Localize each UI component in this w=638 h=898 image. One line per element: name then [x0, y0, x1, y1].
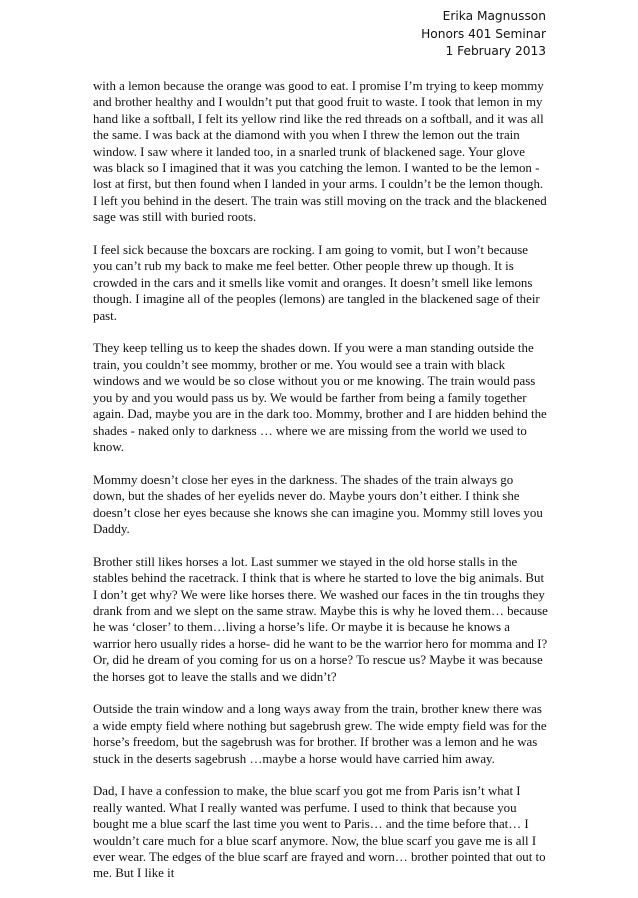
paragraph: Outside the train window and a long ways away from the train, brother knew there was a wide empty field where nothing but sagebrush grew. The wide empty field was for the horse’s freedom, but the sagebrush was for brother. If brother was a lemon and he was stuck in the deserts sagebrush …maybe a horse would have carried him away. — [93, 702, 547, 766]
document-date: 1 February 2013 — [445, 44, 546, 58]
paragraph: I feel sick because the boxcars are rocking. I am going to vomit, but I won’t because you can’t rub my back to make me feel better. Other people threw up though. It is crowded in the cars and it smells like vomit and oranges. It doesn’t smell like lemons though. I imagine all of the peoples (lemons) are tangled in the blackened sage of their past. — [93, 243, 540, 323]
document-body — [93, 78, 548, 898]
paragraph: with a lemon because the orange was good to eat. I promise I’m trying to keep mommy and brother healthy and I wouldn’t put that good fruit to waste. I took that lemon in my hand like a softball, I felt its yellow rind like the red threads on a softball, and it was all the same. I was back at the diamond with you when I threw the lemon out the train window. I saw where it landed too, in a snarled trunk of blackened sage. Your glove was black so I imagined that it was you catching the lemon. I wanted to be the lemon - lost at first, but then found when I landed in your arms. I couldn’t be the lemon though. I left you behind in the desert. The train was still moving on the track and the blackened sage was still with buried roots. — [93, 79, 547, 225]
paragraph: Dad, I have a confession to make, the blue scarf you got me from Paris isn’t what I really wanted. What I really wanted was perfume. I used to think that because you bought me a blue scarf the last time you went to Paris… and the time before that… I wouldn’t care much for a blue scarf anymore. Now, the blue scarf you gave me is all I ever wear. The edges of the blue scarf are frayed and worn… brother pointed that out to me. But I like it — [93, 784, 546, 881]
paragraph: Brother still likes horses a lot. Last summer we stayed in the old horse stalls in the stables behind the racetrack. I think that is where he started to love the big animals. But I don’t get why? We were like horses there. We washed our faces in the tin troughs they drank from and we slept on the same straw. Maybe this is why he loved them… because he was ‘closer’ to them…living a horse’s life. Or maybe it is because he knows a warrior hero usually rides a horse- did he want to be the warrior hero for momma and I? Or, did he dream of you coming for us on a horse? To rescue us? Maybe it was because the horses got to leave the stalls and we didn’t? — [93, 554, 548, 684]
course-name: Honors 401 Seminar — [421, 26, 546, 41]
author-name: Erika Magnusson — [442, 9, 546, 23]
page-header — [421, 8, 546, 61]
paragraph: They keep telling us to keep the shades down. If you were a man standing outside the train, you couldn’t see mommy, brother or me. You would see a train with black windows and we would be so close without you or me knowing. The train would pass you by and you would pass us by. We would be farther from being a family together again. Dad, maybe you are in the dark too. Mommy, brother and I are hidden behind the shades - naked only to darkness … where we are missing from the world we used to know. — [93, 341, 547, 454]
paragraph: Mommy doesn’t close her eyes in the darkness. The shades of the train always go down, but the shades of her eyelids never do. Maybe yours don’t either. I think she doesn’t close her eyes because she knows she can imagine you. Mommy still loves you Daddy. — [93, 472, 543, 536]
